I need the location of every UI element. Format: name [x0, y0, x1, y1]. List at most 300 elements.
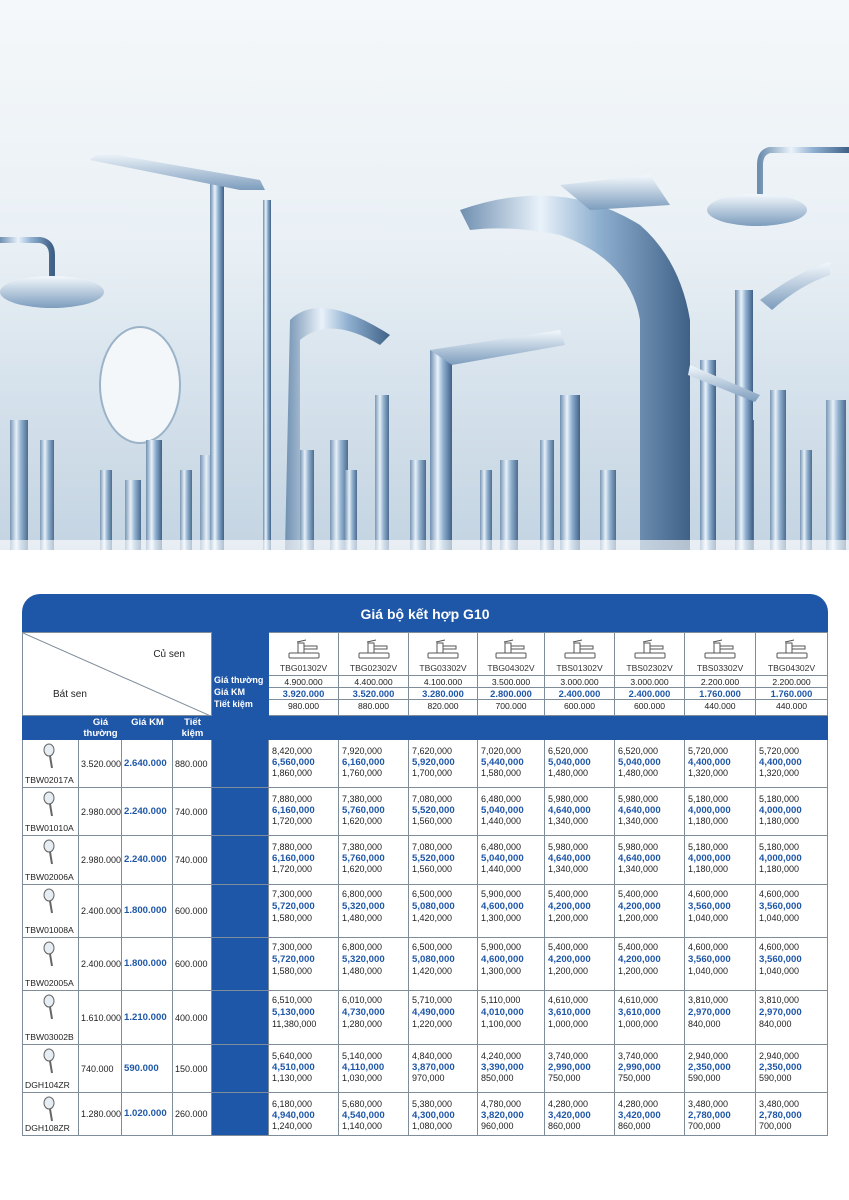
combo-saving: 1,620,000: [342, 864, 383, 874]
combo-promo-price: 4,730,000: [342, 1007, 385, 1018]
faucet-promo-price: 2.400.000: [615, 687, 684, 700]
faucet-code: TBG02302V: [349, 663, 398, 673]
shower-normal-price: 1.610.000: [81, 1012, 122, 1023]
combo-normal-price: 4,600,000: [688, 942, 729, 952]
combo-saving: 1,000,000: [618, 1019, 659, 1029]
combo-promo-price: 2,970,000: [688, 1007, 731, 1018]
combo-promo-price: 3,820,000: [481, 1110, 524, 1121]
combo-price-cell: [409, 836, 478, 884]
combo-price-cell: [339, 885, 409, 937]
combo-promo-price: 2,990,000: [548, 1062, 591, 1073]
combo-price-cell: [409, 991, 478, 1044]
combo-price-cell: [409, 885, 478, 937]
shower-column-headers: [22, 716, 212, 740]
shower-saving-cell: [173, 938, 212, 990]
faucet-axis-label: Củ sen: [153, 649, 185, 660]
combo-price-cell: [545, 1093, 615, 1135]
combo-price-cell: [545, 836, 615, 884]
faucet-icon: [774, 637, 810, 661]
combo-price-cell: [545, 991, 615, 1044]
combo-saving: 1,180,000: [759, 816, 800, 826]
combo-saving: 1,720,000: [272, 864, 313, 874]
combo-price-cell: [685, 938, 756, 990]
shower-promo-price: 2.640.000: [124, 757, 167, 769]
shower-normal-cell: [79, 885, 122, 937]
faucet-column: [478, 632, 545, 716]
combo-price-cell: [269, 938, 339, 990]
shower-promo-cell: [122, 788, 173, 835]
table-row: [22, 740, 828, 788]
shower-promo-cell: [122, 1045, 173, 1092]
shower-head-icon: [39, 1096, 63, 1122]
combo-saving: 1,480,000: [342, 966, 383, 976]
shower-code: DGH104ZR: [25, 1080, 70, 1090]
faucet-normal-price: 4.400.000: [339, 675, 408, 688]
shower-image-cell: [22, 991, 79, 1044]
faucet-icon: [702, 637, 738, 661]
shower-normal-price: 1.280.000: [81, 1109, 122, 1119]
combo-normal-price: 5,180,000: [759, 794, 800, 804]
shower-normal-cell: [79, 1093, 122, 1135]
combo-price-cell: [685, 836, 756, 884]
shower-promo-cell: [122, 938, 173, 990]
shower-promo-price: 1.020.000: [124, 1108, 167, 1119]
combo-normal-price: 5,400,000: [548, 942, 589, 952]
combo-saving: 860,000: [548, 1121, 581, 1131]
faucet-icon: [562, 637, 598, 661]
price-table: [22, 594, 828, 1136]
combo-normal-price: 5,980,000: [548, 794, 589, 804]
faucet-icon: [356, 637, 392, 661]
combo-price-cell: [269, 740, 339, 787]
combo-promo-price: 3,390,000: [481, 1062, 524, 1073]
shower-saving: 260.000: [175, 1109, 208, 1119]
shower-saving: 740.000: [175, 855, 208, 865]
faucet-column: [409, 632, 478, 716]
shower-promo-header: Giá KM: [131, 717, 164, 728]
combo-normal-price: 5,400,000: [618, 889, 659, 899]
combo-promo-price: 4,000,000: [759, 805, 802, 816]
combo-saving: 1,340,000: [618, 864, 659, 874]
shower-saving: 880.000: [175, 758, 208, 769]
shower-code: TBW02005A: [25, 978, 74, 988]
faucet-column: [339, 632, 409, 716]
combo-normal-price: 5,900,000: [481, 889, 522, 899]
combo-promo-price: 5,080,000: [412, 901, 455, 912]
combo-normal-price: 5,720,000: [688, 746, 729, 756]
faucet-code: TBS02302V: [626, 663, 673, 673]
faucet-icon: [493, 637, 529, 661]
combo-promo-price: 4,400,000: [759, 757, 802, 768]
combo-saving: 1,440,000: [481, 864, 522, 874]
combo-promo-price: 4,000,000: [688, 853, 731, 864]
combo-price-cell: [756, 740, 828, 787]
blue-spacer-cell: [212, 788, 269, 835]
shower-head-icon: [39, 791, 63, 817]
combo-promo-price: 4,600,000: [481, 901, 524, 912]
combo-normal-price: 5,180,000: [688, 794, 729, 804]
shower-image-cell: [22, 1045, 79, 1092]
combo-saving: 1,200,000: [548, 913, 589, 923]
combo-price-cell: [615, 1045, 685, 1092]
combo-price-cell: [339, 836, 409, 884]
combo-normal-price: 5,140,000: [342, 1051, 383, 1061]
combo-price-cell: [615, 1093, 685, 1135]
faucet-saving: 600.000: [545, 699, 614, 712]
combo-price-cell: [685, 885, 756, 937]
shower-promo-cell: [122, 836, 173, 884]
blue-spacer-cell: [212, 740, 269, 787]
combo-saving: 1,040,000: [688, 913, 729, 923]
shower-image-cell: [22, 1093, 79, 1135]
combo-normal-price: 6,800,000: [342, 942, 383, 952]
combo-normal-price: 5,180,000: [688, 842, 729, 852]
combo-price-cell: [756, 788, 828, 835]
combo-promo-price: 4,200,000: [548, 954, 591, 965]
shower-image-cell: [22, 836, 79, 884]
table-title: Giá bộ kết hợp G10: [22, 594, 828, 632]
combo-normal-price: 2,940,000: [759, 1051, 800, 1061]
shower-promo-price: 2.240.000: [124, 854, 167, 865]
faucet-code: TBG04302V: [767, 663, 816, 673]
shower-saving-header: Tiết kiệm: [181, 717, 204, 739]
faucet-code: TBS01302V: [556, 663, 603, 673]
combo-saving: 1,760,000: [342, 768, 383, 778]
combo-normal-price: 3,740,000: [548, 1051, 589, 1061]
faucet-saving: 440.000: [756, 699, 827, 712]
combo-normal-price: 3,740,000: [618, 1051, 659, 1061]
shower-saving: 150.000: [175, 1063, 208, 1074]
faucet-promo-price: 1.760.000: [685, 687, 755, 700]
combo-price-cell: [478, 788, 545, 835]
shower-promo-price: 1.800.000: [124, 958, 167, 969]
combo-price-cell: [615, 788, 685, 835]
combo-promo-price: 5,320,000: [342, 901, 385, 912]
combo-normal-price: 4,780,000: [481, 1099, 522, 1109]
faucet-code: TBG04302V: [487, 663, 535, 673]
table-row: [22, 1093, 828, 1136]
faucet-promo-price: 3.520.000: [339, 687, 408, 700]
table-row: [22, 1045, 828, 1093]
combo-normal-price: 6,500,000: [412, 942, 453, 952]
table-row: [22, 991, 828, 1045]
combo-normal-price: 5,640,000: [272, 1051, 313, 1061]
combo-price-cell: [339, 938, 409, 990]
combo-normal-price: 4,600,000: [688, 889, 729, 899]
combo-saving: 1,720,000: [272, 816, 313, 826]
combo-promo-price: 5,040,000: [618, 757, 661, 768]
combo-normal-price: 5,710,000: [412, 995, 453, 1005]
shower-promo-cell: [122, 1093, 173, 1135]
combo-saving: 750,000: [618, 1073, 651, 1083]
shower-image-cell: [22, 740, 79, 787]
combo-promo-price: 5,080,000: [412, 954, 455, 965]
combo-saving: 1,340,000: [548, 816, 589, 826]
combo-promo-price: 5,440,000: [481, 757, 524, 768]
combo-promo-price: 4,540,000: [342, 1110, 385, 1121]
combo-promo-price: 4,940,000: [272, 1110, 315, 1121]
combo-normal-price: 7,380,000: [342, 794, 383, 804]
blue-spacer-cell: [212, 938, 269, 990]
combo-saving: 1,180,000: [688, 816, 729, 826]
shower-normal-price: 3.520.000: [81, 758, 122, 769]
shower-code: TBW01010A: [25, 823, 74, 833]
combo-saving: 1,100,000: [481, 1019, 522, 1029]
table-row: [22, 836, 828, 885]
combo-promo-price: 3,420,000: [618, 1110, 661, 1121]
shower-code: TBW01008A: [25, 925, 74, 935]
shower-code: TBW02006A: [25, 872, 74, 882]
shower-normal-price: 2.400.000: [81, 959, 122, 969]
blue-spacer-cell: [212, 1045, 269, 1092]
shower-normal-cell: [79, 1045, 122, 1092]
combo-price-cell: [409, 938, 478, 990]
combo-promo-price: 2,350,000: [688, 1062, 731, 1073]
combo-price-cell: [409, 788, 478, 835]
combo-promo-price: 3,560,000: [688, 954, 731, 965]
combo-normal-price: 4,840,000: [412, 1051, 453, 1061]
combo-price-cell: [545, 938, 615, 990]
combo-normal-price: 2,940,000: [688, 1051, 729, 1061]
shower-promo-price: 1.210.000: [124, 1011, 167, 1023]
faucet-saving: 440.000: [685, 699, 755, 712]
saving-label: Tiết kiệm: [214, 699, 253, 709]
combo-promo-price: 4,300,000: [412, 1110, 455, 1121]
faucet-normal-price: 3.000.000: [615, 675, 684, 688]
shower-image-cell: [22, 938, 79, 990]
combo-promo-price: 5,040,000: [548, 757, 591, 768]
combo-normal-price: 7,620,000: [412, 746, 453, 756]
combo-saving: 960,000: [481, 1121, 514, 1131]
shower-normal-header: Giá thường: [83, 717, 118, 739]
combo-normal-price: 5,980,000: [618, 842, 659, 852]
shower-saving-cell: [173, 788, 212, 835]
shower-saving-cell: [173, 1045, 212, 1092]
combo-price-cell: [756, 991, 828, 1044]
faucet-code: TBG03302V: [419, 663, 467, 673]
combo-normal-price: 3,480,000: [759, 1099, 800, 1109]
combo-price-cell: [409, 1045, 478, 1092]
combo-saving: 1,320,000: [759, 768, 800, 778]
shower-promo-price: 590.000: [124, 1062, 159, 1074]
combo-promo-price: 4,640,000: [548, 853, 591, 864]
combo-price-cell: [269, 1045, 339, 1092]
combo-price-cell: [756, 1045, 828, 1092]
combo-price-cell: [478, 938, 545, 990]
faucet-column: [269, 632, 339, 716]
combo-normal-price: 6,480,000: [481, 842, 522, 852]
combo-saving: 1,580,000: [272, 966, 313, 976]
combo-promo-price: 4,490,000: [412, 1007, 455, 1018]
combo-normal-price: 4,280,000: [618, 1099, 659, 1109]
combo-normal-price: 6,520,000: [548, 746, 589, 756]
combo-price-cell: [685, 740, 756, 787]
faucet-promo-price: 3.280.000: [409, 687, 477, 700]
combo-normal-price: 3,480,000: [688, 1099, 729, 1109]
faucet-normal-price: 3.500.000: [478, 675, 544, 688]
shower-promo-price: 1.800.000: [124, 905, 167, 916]
faucet-icon: [286, 637, 322, 661]
combo-saving: 1,580,000: [272, 913, 313, 923]
faucet-normal-price: 4.900.000: [269, 675, 338, 688]
combo-promo-price: 4,000,000: [688, 805, 731, 816]
combo-normal-price: 3,810,000: [688, 995, 729, 1005]
combo-saving: 1,220,000: [412, 1019, 453, 1029]
shower-image-cell: [22, 885, 79, 937]
combo-saving: 1,280,000: [342, 1019, 383, 1029]
faucet-column: [685, 632, 756, 716]
shower-normal-price: 2.400.000: [81, 906, 122, 916]
combo-price-cell: [615, 836, 685, 884]
combo-saving: 1,480,000: [342, 913, 383, 923]
combo-normal-price: 8,420,000: [272, 746, 313, 756]
combo-price-cell: [756, 938, 828, 990]
combo-saving: 750,000: [548, 1073, 581, 1083]
combo-saving: 1,340,000: [548, 864, 589, 874]
combo-price-cell: [269, 991, 339, 1044]
faucet-normal-price: 2.200.000: [685, 675, 755, 688]
combo-price-cell: [685, 1045, 756, 1092]
combo-promo-price: 3,560,000: [759, 954, 802, 965]
combo-price-cell: [615, 991, 685, 1044]
blue-spacer-cell: [212, 836, 269, 884]
blue-spacer-cell: [212, 885, 269, 937]
combo-promo-price: 5,760,000: [342, 805, 385, 816]
faucet-saving: 820.000: [409, 699, 477, 712]
faucet-saving: 600.000: [615, 699, 684, 712]
shower-head-icon: [39, 743, 63, 769]
combo-normal-price: 4,600,000: [759, 889, 800, 899]
faucet-price-row-labels: [212, 674, 269, 710]
combo-price-cell: [615, 938, 685, 990]
combo-saving: 1,420,000: [412, 913, 453, 923]
faucet-promo-price: 1.760.000: [756, 687, 827, 700]
combo-promo-price: 4,200,000: [548, 901, 591, 912]
combo-normal-price: 3,810,000: [759, 995, 800, 1005]
combo-promo-price: 4,200,000: [618, 954, 661, 965]
combo-promo-price: 4,640,000: [618, 853, 661, 864]
shower-code: TBW03002B: [25, 1032, 74, 1042]
faucet-column: [615, 632, 685, 716]
faucet-column: [756, 632, 828, 716]
combo-normal-price: 5,180,000: [759, 842, 800, 852]
combo-normal-price: 5,380,000: [412, 1099, 453, 1109]
normal-price-label: Giá thường: [214, 675, 264, 685]
shower-normal-cell: [79, 938, 122, 990]
combo-saving: 1,200,000: [618, 913, 659, 923]
combo-price-cell: [685, 788, 756, 835]
faucet-promo-price: 2.800.000: [478, 687, 544, 700]
combo-price-cell: [339, 740, 409, 787]
combo-normal-price: 6,510,000: [272, 995, 313, 1005]
combo-price-cell: [685, 991, 756, 1044]
blue-spacer-cell: [212, 1093, 269, 1135]
combo-promo-price: 3,610,000: [548, 1007, 591, 1018]
faucet-normal-price: 2.200.000: [756, 675, 827, 688]
shower-saving-cell: [173, 740, 212, 787]
promo-price-label: Giá KM: [214, 687, 246, 697]
combo-promo-price: 3,610,000: [618, 1007, 661, 1018]
combo-promo-price: 3,870,000: [412, 1062, 455, 1073]
shower-code: DGH108ZR: [25, 1123, 70, 1133]
combo-promo-price: 2,970,000: [759, 1007, 802, 1018]
shower-saving-cell: [173, 991, 212, 1044]
shower-saving-cell: [173, 836, 212, 884]
combo-saving: 1,200,000: [548, 966, 589, 976]
combo-saving: 1,620,000: [342, 816, 383, 826]
combo-promo-price: 5,920,000: [412, 757, 455, 768]
combo-normal-price: 5,720,000: [759, 746, 800, 756]
combo-promo-price: 6,560,000: [272, 757, 315, 768]
combo-promo-price: 3,560,000: [759, 901, 802, 912]
combo-saving: 840,000: [688, 1019, 721, 1029]
combo-saving: 590,000: [688, 1073, 721, 1083]
combo-promo-price: 4,000,000: [759, 853, 802, 864]
combo-saving: 1,130,000: [272, 1073, 313, 1083]
combo-price-cell: [478, 1093, 545, 1135]
shower-promo-cell: [122, 991, 173, 1044]
combo-price-cell: [615, 885, 685, 937]
combo-saving: 1,420,000: [412, 966, 453, 976]
blue-spacer-cell: [212, 991, 269, 1044]
combo-normal-price: 6,520,000: [618, 746, 659, 756]
faucet-icon: [425, 637, 461, 661]
combo-promo-price: 4,600,000: [481, 954, 524, 965]
shower-normal-price: 2.980.000: [81, 855, 122, 865]
combo-saving: 1,240,000: [272, 1121, 313, 1131]
combo-price-cell: [339, 991, 409, 1044]
combo-promo-price: 3,560,000: [688, 901, 731, 912]
shower-head-icon: [39, 994, 63, 1020]
shower-axis-label: Bát sen: [53, 689, 87, 700]
combo-price-cell: [409, 740, 478, 787]
combo-saving: 590,000: [759, 1073, 792, 1083]
combo-promo-price: 5,520,000: [412, 805, 455, 816]
combo-normal-price: 4,600,000: [759, 942, 800, 952]
shower-head-icon: [39, 839, 63, 865]
combo-saving: 1,300,000: [481, 913, 522, 923]
combo-saving: 1,480,000: [618, 768, 659, 778]
faucet-code: TBS03302V: [696, 663, 744, 673]
shower-saving: 400.000: [175, 1012, 208, 1023]
combo-price-cell: [269, 1093, 339, 1135]
combo-saving: 1,440,000: [481, 816, 522, 826]
combo-saving: 1,300,000: [481, 966, 522, 976]
combo-saving: 1,180,000: [688, 864, 729, 874]
combo-price-cell: [339, 1093, 409, 1135]
faucet-normal-price: 4.100.000: [409, 675, 477, 688]
combo-promo-price: 4,400,000: [688, 757, 731, 768]
table-corner: [22, 632, 212, 716]
combo-price-cell: [269, 885, 339, 937]
combo-price-cell: [615, 740, 685, 787]
shower-normal-cell: [79, 836, 122, 884]
shower-normal-price: 740.000: [81, 1063, 114, 1074]
combo-saving: 1,700,000: [412, 768, 453, 778]
combo-price-cell: [478, 991, 545, 1044]
shower-head-icon: [39, 941, 63, 967]
combo-price-cell: [409, 1093, 478, 1135]
combo-saving: 1,040,000: [688, 966, 729, 976]
combo-promo-price: 6,160,000: [342, 757, 385, 768]
combo-saving: 1,560,000: [412, 816, 453, 826]
combo-saving: 1,080,000: [412, 1121, 453, 1131]
combo-normal-price: 5,400,000: [548, 889, 589, 899]
faucet-promo-price: 3.920.000: [269, 687, 338, 700]
shower-saving-cell: [173, 885, 212, 937]
hero-faucet-photo: [0, 0, 849, 550]
shower-head-icon: [39, 1048, 63, 1074]
